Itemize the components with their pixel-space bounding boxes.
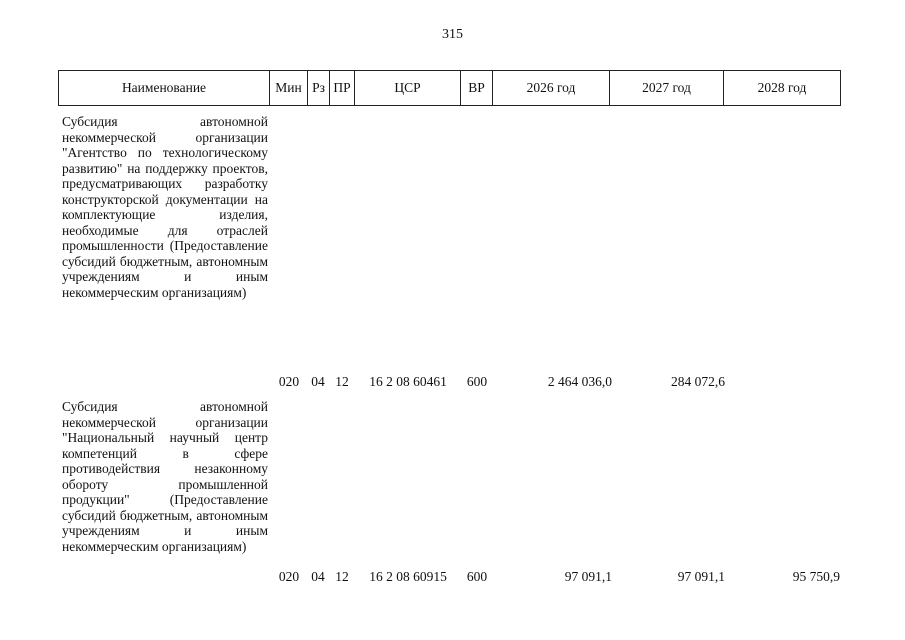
- page-number: 315: [442, 27, 463, 42]
- column-header-min: Мин: [270, 71, 308, 106]
- column-header-vr: ВР: [461, 71, 493, 106]
- column-header-2027: 2027 год: [610, 71, 724, 106]
- row-min: 020: [278, 569, 300, 584]
- row-vr: 600: [466, 374, 488, 389]
- table-row: [0, 399, 905, 599]
- table-header: [58, 70, 841, 106]
- row-rz: 04: [311, 374, 325, 389]
- column-header-csr: ЦСР: [355, 71, 461, 106]
- column-header-name: Наименование: [59, 71, 270, 106]
- row-2026: 97 091,1: [564, 569, 612, 584]
- row-name: Субсидия автономной некоммерческой организации "Национальный научный центр компетенций в сфере противодействия незаконному обороту промышленной продукции" (Предоставление субсидий бюджетным, автономным учреждениям и иным некоммерческим организациям): [62, 399, 268, 554]
- row-min: 020: [278, 374, 300, 389]
- column-header-2026: 2026 год: [493, 71, 610, 106]
- column-header-rz: Рз: [308, 71, 330, 106]
- row-name: Субсидия автономной некоммерческой организации "Агентство по технологическому развитию" на поддержку проектов, предусматривающих разработку конструкторской документации на комплектующие изделия, необходимые для отраслей промышленности (Предоставление субсидий бюджетным, автономным учреждениям и иным некоммерческим организациям): [62, 114, 268, 300]
- row-pr: 12: [335, 374, 349, 389]
- row-2026: 2 464 036,0: [547, 374, 612, 389]
- row-csr: 16 2 08 60461: [369, 374, 447, 389]
- row-2027: 97 091,1: [677, 569, 725, 584]
- row-vr: 600: [466, 569, 488, 584]
- column-header-2028: 2028 год: [724, 71, 841, 106]
- row-pr: 12: [335, 569, 349, 584]
- row-2027: 284 072,6: [671, 374, 725, 389]
- column-header-pr: ПР: [330, 71, 355, 106]
- row-2028: 95 750,9: [792, 569, 840, 584]
- table-row: [0, 114, 905, 394]
- row-rz: 04: [311, 569, 325, 584]
- row-csr: 16 2 08 60915: [369, 569, 447, 584]
